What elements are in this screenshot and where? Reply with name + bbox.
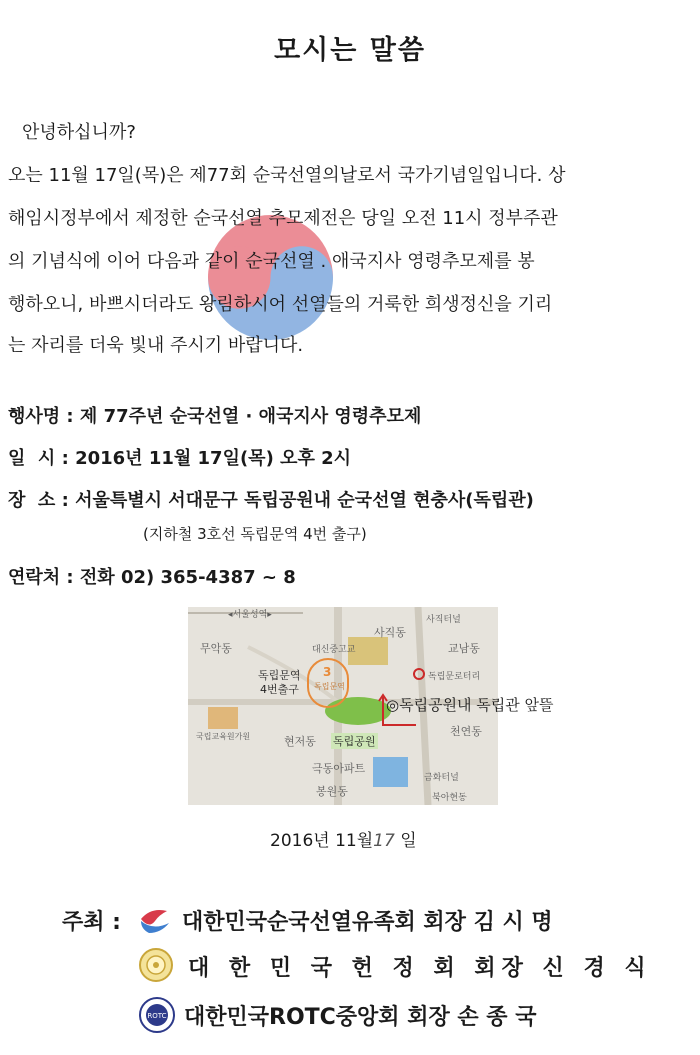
map-label-cheonyeon: 천연동 [450, 725, 482, 738]
event-name-value: 제 77주년 순국선열 · 애국지사 영령추모제 [79, 406, 422, 427]
taegeuk-watermark [208, 215, 333, 340]
event-time-label: 일 시 : [8, 448, 69, 469]
body-line-4: 행하오니, 바쁘시더라도 왕림하시어 선열들의 거룩한 희생정신을 기리 [8, 294, 553, 315]
map-label-exit-1: 독립문역 [258, 669, 301, 682]
body-line-3: 의 기념식에 이어 다음과 같이 순국선열 . 애국지사 영령추모제를 봉 [8, 251, 535, 272]
map-label-apt: 극동아파트 [312, 762, 366, 775]
host-org-3: 대한민국ROTC중앙회 회장 손 종 국 [184, 1005, 537, 1030]
body-line-1: 오는 11월 17일(목)은 제77회 순국선열의날로서 국가기념일입니다. 상 [8, 165, 566, 186]
map-label-education-center: 국립교육원가원 [196, 732, 251, 741]
date-suffix: 일 [400, 831, 417, 851]
greeting: 안녕하십니까? [22, 122, 136, 143]
body-line-5: 는 자리를 더욱 빛내 주시기 바랍니다. [8, 335, 304, 356]
emblem-3-icon [138, 996, 176, 1034]
host-label: 주최 : [62, 910, 121, 935]
event-name-row [8, 402, 421, 428]
map-label-gyonam: 교남동 [448, 642, 480, 655]
event-contact-value: 전화 02) 365-4387 ~ 8 [79, 567, 296, 588]
map-label-geumhwa-tunnel: 금화터널 [424, 773, 459, 783]
map-label-exit-2: 4번출구 [260, 683, 299, 696]
map-label-bugahyeon: 북아현동 [432, 793, 467, 803]
event-contact-label: 연락처 : [8, 567, 74, 588]
event-place-subway: (지하철 3호선 독립문역 4번 출구) [143, 525, 367, 543]
event-time-row [8, 444, 351, 470]
map-label-line3-sub: 독립문역 [314, 682, 345, 691]
map-label-bongwon: 봉원동 [316, 785, 348, 798]
emblem-2-icon [138, 947, 174, 983]
page-title: 모시는 말씀 [274, 35, 426, 66]
event-place-row [8, 486, 534, 512]
date-prefix: 2016년 11월 [270, 831, 374, 851]
event-contact-row [8, 563, 296, 589]
map-label-line3: 3 [323, 665, 332, 679]
event-time-value: 2016년 11월 17일(목) 오후 2시 [75, 448, 352, 469]
body-line-2: 해임시정부에서 제정한 순국선열 추모제전은 당일 오전 11시 정부주관 [8, 208, 558, 229]
map-label-rotary: 독립문로터리 [428, 672, 481, 682]
map-destination-label: ◎독립공원내 독립관 앞뜰 [386, 696, 554, 714]
host-org-2: 대 한 민 국 헌 정 회 회장 신 경 식 [188, 956, 652, 981]
date-day: 17 [373, 831, 395, 851]
letter-date [270, 826, 417, 851]
map-label-muak: 무악동 [200, 642, 232, 655]
event-place-value: 서울특별시 서대문구 독립공원내 순국선열 현충사(독립관) [75, 490, 534, 511]
event-place-label: 장 소 : [8, 490, 69, 511]
map-label-sajik-tunnel: 사직터널 [426, 615, 461, 625]
emblem-1-icon [137, 905, 175, 935]
map-label-sajik: 사직동 [374, 626, 406, 639]
map-label-park: 독립공원 [333, 735, 376, 748]
map-label-seoul-station: ◂서울성역▸ [228, 610, 272, 620]
host-org-1: 대한민국순국선열유족회 회장 김 시 명 [182, 910, 553, 935]
map-label-hyeonjeo: 현저동 [284, 735, 316, 748]
event-name-label: 행사명 : [8, 406, 74, 427]
emblem-3-text: ROTC [147, 1012, 167, 1020]
map-label-daesin: 대신중고교 [312, 645, 356, 655]
